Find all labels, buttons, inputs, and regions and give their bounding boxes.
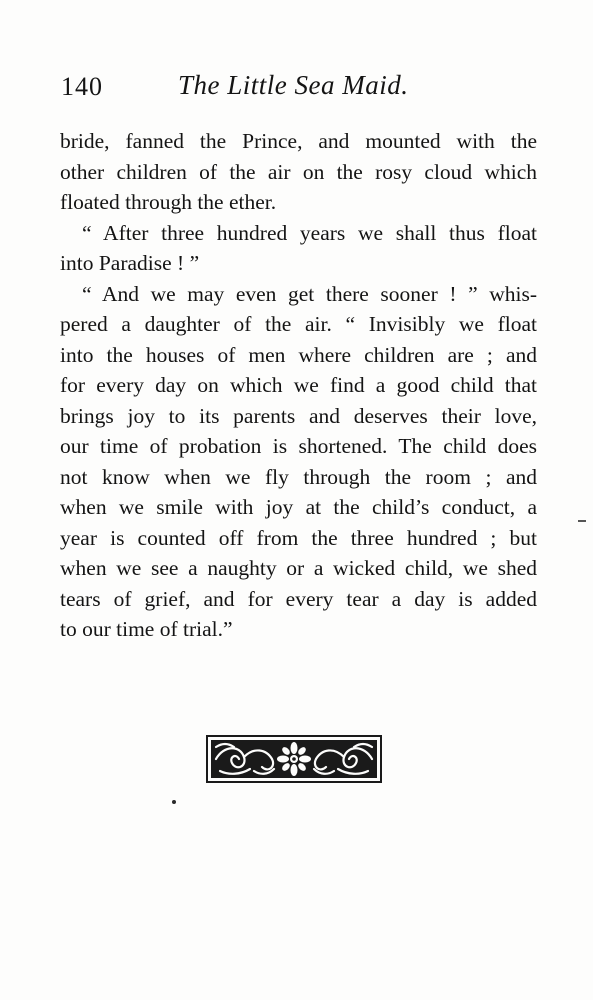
text-line: year is counted off from the three hundred ; but — [60, 525, 537, 550]
text-line: pered a daughter of the air. “ Invisibly we float — [60, 312, 537, 336]
running-title: The Little Sea Maid. — [178, 70, 409, 100]
page-number: 140 — [61, 72, 103, 101]
text-line: to our time of trial.” — [60, 617, 233, 641]
text-line: floated through the ether. — [60, 190, 277, 214]
body-text — [60, 126, 537, 645]
page-header — [58, 68, 534, 108]
text-line: into Paradise ! ” — [60, 251, 200, 275]
text-line: our time of probation is shortened. The child does — [60, 434, 537, 458]
margin-mark — [578, 520, 586, 522]
text-line: “ After three hundred years we shall thus float — [82, 220, 537, 245]
text-line: other children of the air on the rosy cloud which — [60, 159, 537, 184]
text-line: when we smile with joy at the child’s conduct, a — [60, 495, 537, 519]
text-line: when we see a naughty or a wicked child, we shed — [60, 556, 537, 580]
text-line: for every day on which we find a good child that — [60, 373, 537, 397]
text-line: not know when we fly through the room ; and — [60, 464, 537, 489]
text-line: brings joy to its parents and deserves their love, — [60, 403, 537, 428]
floral-tailpiece-icon — [206, 735, 382, 783]
ink-speck — [172, 800, 176, 804]
text-line: tears of grief, and for every tear a day is added — [60, 586, 537, 611]
text-line: into the houses of men where children are ; and — [60, 342, 537, 367]
text-line: “ And we may even get there sooner ! ” whis- — [82, 281, 537, 306]
text-line: bride, fanned the Prince, and mounted with the — [60, 129, 537, 153]
